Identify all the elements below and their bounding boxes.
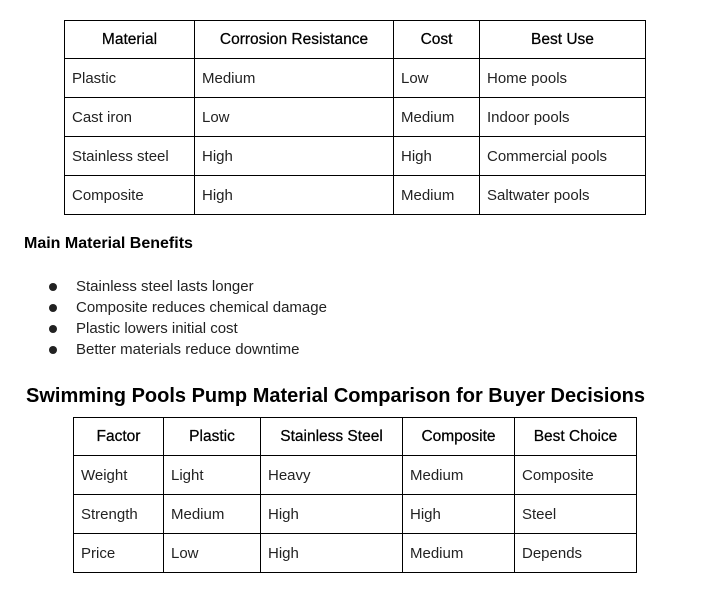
header-cell: Cost	[394, 21, 480, 59]
table-cell: Stainless steel	[65, 137, 195, 176]
table-cell: Light	[164, 456, 261, 495]
bullet-icon	[49, 304, 57, 312]
list-item	[49, 318, 327, 339]
table-cell: Price	[74, 534, 164, 573]
table-cell: Weight	[74, 456, 164, 495]
table-cell: Medium	[403, 456, 515, 495]
comparison-table	[73, 417, 637, 573]
table-cell: Plastic	[65, 59, 195, 98]
table-row	[74, 456, 637, 495]
benefits-heading: Main Material Benefits	[24, 235, 193, 252]
table-row	[74, 495, 637, 534]
table-cell: Medium	[164, 495, 261, 534]
table-cell: High	[195, 176, 394, 215]
table-row	[65, 59, 646, 98]
table-cell: Medium	[394, 98, 480, 137]
table-row	[65, 176, 646, 215]
header-cell: Material	[65, 21, 195, 59]
list-item-text: Composite reduces chemical damage	[76, 299, 327, 316]
table-row	[74, 534, 637, 573]
table-cell: Cast iron	[65, 98, 195, 137]
table-cell: Medium	[394, 176, 480, 215]
table-row	[65, 137, 646, 176]
table-cell: Strength	[74, 495, 164, 534]
list-item-text: Better materials reduce downtime	[76, 341, 300, 358]
header-cell: Stainless Steel	[261, 418, 403, 456]
table-cell: Low	[164, 534, 261, 573]
list-item	[49, 276, 327, 297]
list-item	[49, 297, 327, 318]
benefits-list	[49, 276, 327, 360]
table-cell: Saltwater pools	[480, 176, 646, 215]
table-cell: Home pools	[480, 59, 646, 98]
header-cell: Composite	[403, 418, 515, 456]
bullet-icon	[49, 325, 57, 333]
list-item	[49, 339, 327, 360]
header-cell: Best Use	[480, 21, 646, 59]
table-cell: High	[403, 495, 515, 534]
comparison-title: Swimming Pools Pump Material Comparison for Buyer Decisions	[26, 385, 646, 407]
list-item-text: Stainless steel lasts longer	[76, 278, 254, 295]
table-cell: Composite	[65, 176, 195, 215]
bullet-icon	[49, 283, 57, 291]
table-cell: Depends	[515, 534, 637, 573]
table-cell: Low	[195, 98, 394, 137]
list-item-text: Plastic lowers initial cost	[76, 320, 238, 337]
table-cell: Steel	[515, 495, 637, 534]
table-row	[65, 98, 646, 137]
table-cell: High	[261, 534, 403, 573]
header-cell: Plastic	[164, 418, 261, 456]
table-cell: Medium	[403, 534, 515, 573]
table-cell: Heavy	[261, 456, 403, 495]
table-header-row	[65, 21, 646, 59]
table-cell: Medium	[195, 59, 394, 98]
table-cell: Commercial pools	[480, 137, 646, 176]
header-cell: Corrosion Resistance	[195, 21, 394, 59]
material-table	[64, 20, 646, 215]
bullet-icon	[49, 346, 57, 354]
table-cell: High	[261, 495, 403, 534]
table-cell: Low	[394, 59, 480, 98]
header-cell: Factor	[74, 418, 164, 456]
table-cell: High	[195, 137, 394, 176]
table-header-row	[74, 418, 637, 456]
table-cell: Composite	[515, 456, 637, 495]
table-cell: High	[394, 137, 480, 176]
header-cell: Best Choice	[515, 418, 637, 456]
table-cell: Indoor pools	[480, 98, 646, 137]
